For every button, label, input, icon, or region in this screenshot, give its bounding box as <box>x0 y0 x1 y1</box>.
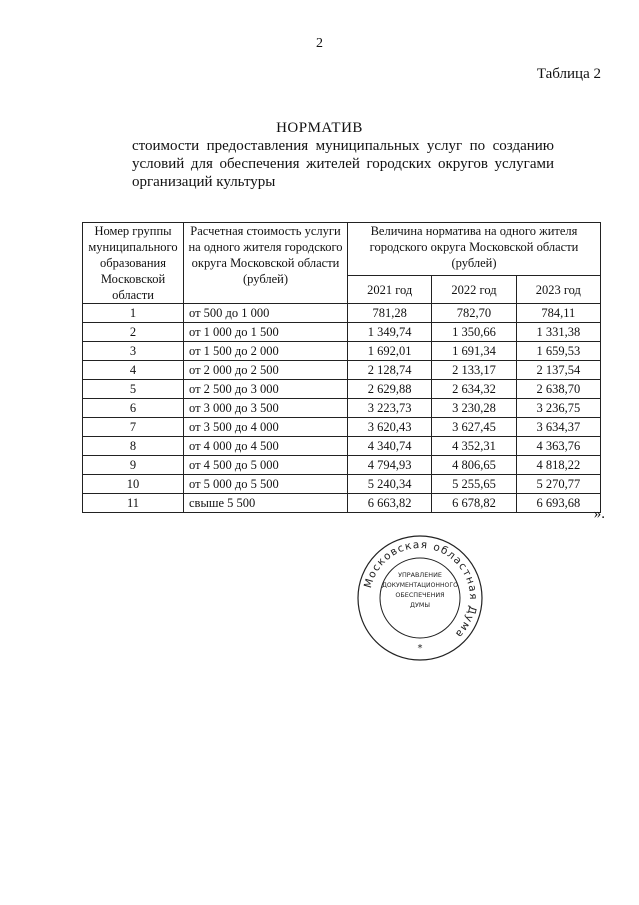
row-number: 10 <box>83 475 184 494</box>
row-value-2022: 2 133,17 <box>432 361 516 380</box>
row-value-2023: 1 331,38 <box>516 323 600 342</box>
row-value-2023: 784,11 <box>516 304 600 323</box>
row-value-2021: 3 223,73 <box>348 399 432 418</box>
row-number: 9 <box>83 456 184 475</box>
row-value-2023: 2 638,70 <box>516 380 600 399</box>
table-row <box>83 361 601 380</box>
row-value-2021: 1 349,74 <box>348 323 432 342</box>
row-value-2022: 2 634,32 <box>432 380 516 399</box>
row-cost-range: от 2 000 до 2 500 <box>184 361 348 380</box>
row-value-2021: 5 240,34 <box>348 475 432 494</box>
row-value-2022: 1 350,66 <box>432 323 516 342</box>
closing-quote: ». <box>593 506 605 522</box>
row-number: 7 <box>83 418 184 437</box>
header-norm: Величина норматива на одного жителя городского округа Московской области (рублей) <box>348 223 601 276</box>
row-cost-range: от 4 500 до 5 000 <box>184 456 348 475</box>
row-value-2021: 2 629,88 <box>348 380 432 399</box>
row-value-2022: 4 806,65 <box>432 456 516 475</box>
row-value-2022: 782,70 <box>432 304 516 323</box>
table-row <box>83 304 601 323</box>
row-value-2022: 3 230,28 <box>432 399 516 418</box>
table-row <box>83 399 601 418</box>
row-cost-range: от 3 500 до 4 000 <box>184 418 348 437</box>
header-year-2021: 2021 год <box>348 276 432 304</box>
table-row <box>83 380 601 399</box>
header-year-2022: 2022 год <box>432 276 516 304</box>
row-number: 4 <box>83 361 184 380</box>
row-value-2023: 6 693,68 <box>516 494 600 513</box>
stamp-center-line-1: УПРАВЛЕНИЕ <box>398 571 442 579</box>
document-title: НОРМАТИВ <box>276 120 363 136</box>
row-value-2023: 4 363,76 <box>516 437 600 456</box>
table-header-row <box>83 223 601 276</box>
row-cost-range: от 3 000 до 3 500 <box>184 399 348 418</box>
table-row <box>83 456 601 475</box>
row-number: 6 <box>83 399 184 418</box>
table-row <box>83 342 601 361</box>
row-value-2023: 3 236,75 <box>516 399 600 418</box>
stamp-center-line-2: ДОКУМЕНТАЦИОННОГО <box>382 582 458 589</box>
table-row <box>83 437 601 456</box>
row-value-2023: 2 137,54 <box>516 361 600 380</box>
row-cost-range: от 1 500 до 2 000 <box>184 342 348 361</box>
duma-stamp <box>355 533 485 663</box>
header-group-number: Номер группы муниципального образования Московской области <box>83 223 184 304</box>
row-number: 3 <box>83 342 184 361</box>
row-value-2023: 3 634,37 <box>516 418 600 437</box>
row-value-2023: 4 818,22 <box>516 456 600 475</box>
stamp-star: * <box>417 643 423 654</box>
table-body <box>83 304 601 513</box>
header-year-2023: 2023 год <box>516 276 600 304</box>
row-value-2022: 3 627,45 <box>432 418 516 437</box>
page-number: 2 <box>316 36 323 51</box>
row-value-2022: 5 255,65 <box>432 475 516 494</box>
row-number: 2 <box>83 323 184 342</box>
row-cost-range: от 500 до 1 000 <box>184 304 348 323</box>
row-value-2021: 3 620,43 <box>348 418 432 437</box>
row-number: 5 <box>83 380 184 399</box>
row-value-2021: 4 340,74 <box>348 437 432 456</box>
row-number: 8 <box>83 437 184 456</box>
row-number: 11 <box>83 494 184 513</box>
table-row <box>83 323 601 342</box>
row-value-2021: 6 663,82 <box>348 494 432 513</box>
table-row <box>83 494 601 513</box>
row-value-2021: 2 128,74 <box>348 361 432 380</box>
row-value-2023: 1 659,53 <box>516 342 600 361</box>
row-cost-range: свыше 5 500 <box>184 494 348 513</box>
row-value-2021: 781,28 <box>348 304 432 323</box>
stamp-center-line-3: ОБЕСПЕЧЕНИЯ <box>395 591 445 599</box>
row-value-2022: 6 678,82 <box>432 494 516 513</box>
stamp-ring-text: Московская областная Дума <box>361 538 480 641</box>
row-value-2021: 1 692,01 <box>348 342 432 361</box>
row-cost-range: от 4 000 до 4 500 <box>184 437 348 456</box>
row-number: 1 <box>83 304 184 323</box>
table-row <box>83 418 601 437</box>
row-value-2022: 1 691,34 <box>432 342 516 361</box>
row-value-2023: 5 270,77 <box>516 475 600 494</box>
row-value-2022: 4 352,31 <box>432 437 516 456</box>
row-cost-range: от 2 500 до 3 000 <box>184 380 348 399</box>
table-caption: Таблица 2 <box>536 66 601 82</box>
row-value-2021: 4 794,93 <box>348 456 432 475</box>
document-subtitle: стоимости предоставления муниципальных услуг по созданию условий для обеспечения жителей городских округов услугами организаций культуры <box>132 138 554 190</box>
header-cost: Расчетная стоимость услуги на одного жителя городского округа Московской области (рублей) <box>184 223 348 304</box>
stamp-center-line-4: ДУМЫ <box>409 601 431 609</box>
table-row <box>83 475 601 494</box>
norms-table <box>82 222 601 513</box>
row-cost-range: от 5 000 до 5 500 <box>184 475 348 494</box>
row-cost-range: от 1 000 до 1 500 <box>184 323 348 342</box>
